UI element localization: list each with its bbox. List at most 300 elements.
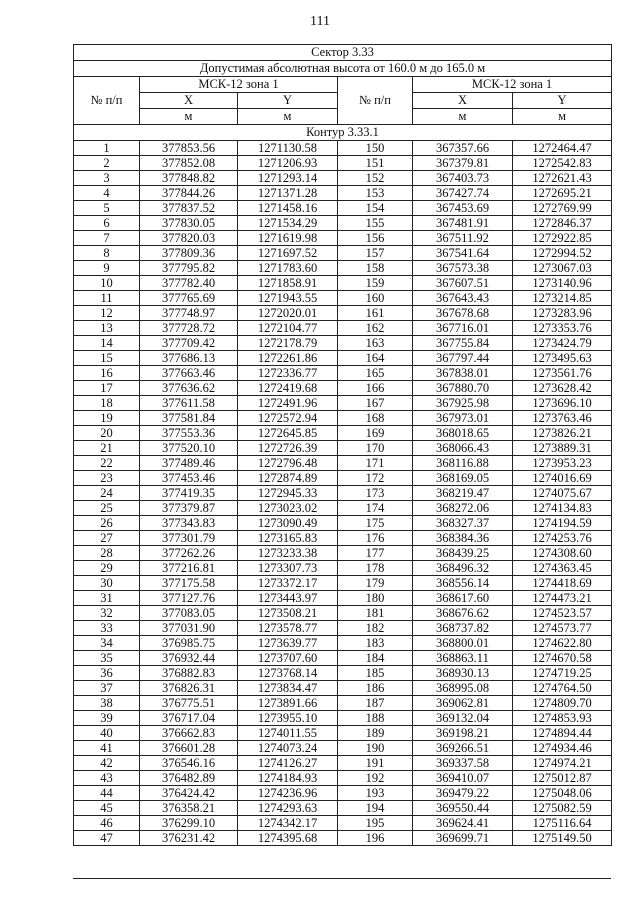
- cell-y-left: 1274395.68: [238, 831, 338, 846]
- cell-x-left: 376826.31: [140, 681, 238, 696]
- cell-y-left: 1274293.63: [238, 801, 338, 816]
- cell-num-right: 155: [338, 216, 413, 231]
- cell-x-left: 377663.46: [140, 366, 238, 381]
- cell-x-right: 368272.06: [413, 501, 513, 516]
- cell-y-right: 1273353.76: [513, 321, 612, 336]
- cell-num-right: 196: [338, 831, 413, 846]
- cell-y-right: 1274473.21: [513, 591, 612, 606]
- cell-y-left: 1272726.39: [238, 441, 338, 456]
- cell-y-right: 1274719.25: [513, 666, 612, 681]
- table-row: [74, 666, 612, 681]
- cell-x-left: 377216.81: [140, 561, 238, 576]
- cell-x-right: 368219.47: [413, 486, 513, 501]
- table-row: [74, 741, 612, 756]
- cell-num-right: 162: [338, 321, 413, 336]
- cell-num-right: 161: [338, 306, 413, 321]
- unit-x-right: м: [413, 109, 513, 125]
- cell-x-right: 367643.43: [413, 291, 513, 306]
- cell-x-right: 369062.81: [413, 696, 513, 711]
- cell-num-left: 27: [74, 531, 140, 546]
- cell-num-left: 35: [74, 651, 140, 666]
- unit-x-left: м: [140, 109, 238, 125]
- table-row: [74, 246, 612, 261]
- cell-x-right: 368018.65: [413, 426, 513, 441]
- cell-num-right: 158: [338, 261, 413, 276]
- cell-num-right: 179: [338, 576, 413, 591]
- table-row: [74, 156, 612, 171]
- cell-x-left: 377489.46: [140, 456, 238, 471]
- cell-x-left: 377830.05: [140, 216, 238, 231]
- cell-y-right: 1274622.80: [513, 636, 612, 651]
- cell-num-right: 187: [338, 696, 413, 711]
- cell-num-left: 12: [74, 306, 140, 321]
- cell-x-left: 377262.26: [140, 546, 238, 561]
- cell-x-right: 368556.14: [413, 576, 513, 591]
- table-row: [74, 546, 612, 561]
- cell-y-left: 1273090.49: [238, 516, 338, 531]
- cell-y-right: 1273953.23: [513, 456, 612, 471]
- cell-x-right: 367838.01: [413, 366, 513, 381]
- height-range-title: Допустимая абсолютная высота от 160.0 м до 165.0 м: [74, 61, 612, 77]
- cell-y-left: 1271858.91: [238, 276, 338, 291]
- cell-x-right: 369479.22: [413, 786, 513, 801]
- cell-x-left: 377453.46: [140, 471, 238, 486]
- cell-x-left: 377343.83: [140, 516, 238, 531]
- cell-x-right: 368995.08: [413, 681, 513, 696]
- table-row: [74, 651, 612, 666]
- cell-x-left: 377853.56: [140, 141, 238, 156]
- cell-y-left: 1274184.93: [238, 771, 338, 786]
- unit-y-left: м: [238, 109, 338, 125]
- cell-y-right: 1274670.58: [513, 651, 612, 666]
- cell-num-right: 160: [338, 291, 413, 306]
- cell-y-left: 1271943.55: [238, 291, 338, 306]
- cell-num-left: 20: [74, 426, 140, 441]
- cell-x-right: 368496.32: [413, 561, 513, 576]
- cell-num-left: 18: [74, 396, 140, 411]
- cell-x-left: 377795.82: [140, 261, 238, 276]
- cell-x-right: 367607.51: [413, 276, 513, 291]
- cell-x-left: 376601.28: [140, 741, 238, 756]
- cell-num-right: 163: [338, 336, 413, 351]
- cell-y-left: 1272104.77: [238, 321, 338, 336]
- coordinate-table-container: [73, 44, 611, 846]
- cell-num-right: 153: [338, 186, 413, 201]
- cell-y-right: 1274853.93: [513, 711, 612, 726]
- page-number: 111: [310, 14, 330, 29]
- cell-y-left: 1272178.79: [238, 336, 338, 351]
- cell-x-left: 376231.42: [140, 831, 238, 846]
- table-row: [74, 606, 612, 621]
- cell-y-right: 1272846.37: [513, 216, 612, 231]
- cell-x-right: 369699.71: [413, 831, 513, 846]
- cell-num-left: 29: [74, 561, 140, 576]
- cell-y-right: 1274418.69: [513, 576, 612, 591]
- cell-y-right: 1272922.85: [513, 231, 612, 246]
- cell-y-right: 1274363.45: [513, 561, 612, 576]
- cell-x-left: 376882.83: [140, 666, 238, 681]
- cell-y-right: 1275012.87: [513, 771, 612, 786]
- cell-num-left: 7: [74, 231, 140, 246]
- cell-x-right: 367481.91: [413, 216, 513, 231]
- cell-x-right: 369624.41: [413, 816, 513, 831]
- cell-x-left: 377127.76: [140, 591, 238, 606]
- cell-x-left: 377031.90: [140, 621, 238, 636]
- cell-x-left: 377636.62: [140, 381, 238, 396]
- cell-num-right: 164: [338, 351, 413, 366]
- cell-num-left: 9: [74, 261, 140, 276]
- bottom-rule: [73, 878, 611, 879]
- cell-x-right: 369266.51: [413, 741, 513, 756]
- cell-num-right: 178: [338, 561, 413, 576]
- cell-x-right: 369337.58: [413, 756, 513, 771]
- table-row: [74, 411, 612, 426]
- cell-x-left: 376932.44: [140, 651, 238, 666]
- cell-y-right: 1272621.43: [513, 171, 612, 186]
- cell-y-right: 1273889.31: [513, 441, 612, 456]
- table-row: [74, 381, 612, 396]
- cell-y-left: 1273372.17: [238, 576, 338, 591]
- table-row: [74, 636, 612, 651]
- cell-y-left: 1273891.66: [238, 696, 338, 711]
- table-row: [74, 186, 612, 201]
- cell-x-right: 367678.68: [413, 306, 513, 321]
- cell-y-left: 1273307.73: [238, 561, 338, 576]
- cell-x-right: 367797.44: [413, 351, 513, 366]
- table-row: [74, 501, 612, 516]
- cell-y-right: 1275116.64: [513, 816, 612, 831]
- cell-x-right: 367573.38: [413, 261, 513, 276]
- cell-x-left: 377520.10: [140, 441, 238, 456]
- cell-x-right: 369198.21: [413, 726, 513, 741]
- cell-num-right: 159: [338, 276, 413, 291]
- cell-x-right: 368327.37: [413, 516, 513, 531]
- cell-num-right: 190: [338, 741, 413, 756]
- cell-num-left: 47: [74, 831, 140, 846]
- table-row: [74, 141, 612, 156]
- cell-y-right: 1274075.67: [513, 486, 612, 501]
- table-row: [74, 321, 612, 336]
- cell-num-left: 11: [74, 291, 140, 306]
- cell-x-right: 368617.60: [413, 591, 513, 606]
- cell-y-left: 1272261.86: [238, 351, 338, 366]
- cell-num-right: 191: [338, 756, 413, 771]
- cell-y-right: 1274764.50: [513, 681, 612, 696]
- cell-x-right: 367716.01: [413, 321, 513, 336]
- cell-y-right: 1272695.21: [513, 186, 612, 201]
- cell-y-right: 1273424.79: [513, 336, 612, 351]
- cell-x-left: 376775.51: [140, 696, 238, 711]
- cell-num-right: 165: [338, 366, 413, 381]
- table-row: [74, 681, 612, 696]
- cell-y-left: 1273443.97: [238, 591, 338, 606]
- num-header-left: № п/п: [74, 77, 140, 125]
- cell-num-right: 168: [338, 411, 413, 426]
- cell-num-right: 195: [338, 816, 413, 831]
- table-row: [74, 576, 612, 591]
- table-row: [74, 396, 612, 411]
- cell-y-left: 1271783.60: [238, 261, 338, 276]
- cell-y-left: 1273578.77: [238, 621, 338, 636]
- cell-num-left: 39: [74, 711, 140, 726]
- cell-y-right: 1274253.76: [513, 531, 612, 546]
- cell-y-right: 1272994.52: [513, 246, 612, 261]
- cell-y-right: 1273495.63: [513, 351, 612, 366]
- cell-y-left: 1271534.29: [238, 216, 338, 231]
- cell-y-left: 1271206.93: [238, 156, 338, 171]
- cell-y-right: 1274894.44: [513, 726, 612, 741]
- cell-num-left: 37: [74, 681, 140, 696]
- cell-x-left: 377709.42: [140, 336, 238, 351]
- cell-x-left: 376358.21: [140, 801, 238, 816]
- cell-y-left: 1272945.33: [238, 486, 338, 501]
- cell-x-left: 377765.69: [140, 291, 238, 306]
- y-header-right: Y: [513, 93, 612, 109]
- cell-x-right: 368676.62: [413, 606, 513, 621]
- cell-y-right: 1274308.60: [513, 546, 612, 561]
- cell-y-left: 1274342.17: [238, 816, 338, 831]
- x-header-left: X: [140, 93, 238, 109]
- cell-x-left: 377748.97: [140, 306, 238, 321]
- cell-num-left: 10: [74, 276, 140, 291]
- table-row: [74, 786, 612, 801]
- cell-num-left: 36: [74, 666, 140, 681]
- cell-y-left: 1271293.14: [238, 171, 338, 186]
- cell-num-left: 30: [74, 576, 140, 591]
- cell-num-right: 174: [338, 501, 413, 516]
- cell-x-right: 367511.92: [413, 231, 513, 246]
- cell-x-left: 377809.36: [140, 246, 238, 261]
- cell-y-right: 1274573.77: [513, 621, 612, 636]
- cell-num-left: 42: [74, 756, 140, 771]
- table-row: [74, 456, 612, 471]
- cell-num-left: 34: [74, 636, 140, 651]
- cell-y-right: 1275082.59: [513, 801, 612, 816]
- cell-num-left: 22: [74, 456, 140, 471]
- table-row: [74, 171, 612, 186]
- cell-num-right: 167: [338, 396, 413, 411]
- cell-y-right: 1273214.85: [513, 291, 612, 306]
- cell-y-right: 1273628.42: [513, 381, 612, 396]
- cell-y-right: 1273696.10: [513, 396, 612, 411]
- cell-y-left: 1271371.28: [238, 186, 338, 201]
- table-row: [74, 366, 612, 381]
- table-row: [74, 306, 612, 321]
- cell-x-left: 377379.87: [140, 501, 238, 516]
- cell-y-left: 1272645.85: [238, 426, 338, 441]
- cell-num-right: 151: [338, 156, 413, 171]
- cell-x-left: 377301.79: [140, 531, 238, 546]
- cell-num-left: 41: [74, 741, 140, 756]
- cell-num-right: 171: [338, 456, 413, 471]
- cell-x-right: 367973.01: [413, 411, 513, 426]
- cell-y-left: 1271697.52: [238, 246, 338, 261]
- zone-header-right: МСК-12 зона 1: [413, 77, 612, 93]
- cell-y-left: 1274011.55: [238, 726, 338, 741]
- table-row: [74, 336, 612, 351]
- cell-y-left: 1273023.02: [238, 501, 338, 516]
- cell-y-left: 1273707.60: [238, 651, 338, 666]
- table-row: [74, 831, 612, 846]
- cell-x-left: 376985.75: [140, 636, 238, 651]
- cell-y-left: 1273233.38: [238, 546, 338, 561]
- cell-y-left: 1273508.21: [238, 606, 338, 621]
- cell-x-left: 377782.40: [140, 276, 238, 291]
- cell-x-left: 376717.04: [140, 711, 238, 726]
- cell-num-right: 152: [338, 171, 413, 186]
- cell-num-left: 23: [74, 471, 140, 486]
- cell-y-left: 1272020.01: [238, 306, 338, 321]
- cell-y-left: 1274126.27: [238, 756, 338, 771]
- cell-y-right: 1273283.96: [513, 306, 612, 321]
- cell-y-right: 1274523.57: [513, 606, 612, 621]
- cell-y-right: 1274934.46: [513, 741, 612, 756]
- cell-y-left: 1271130.58: [238, 141, 338, 156]
- cell-x-left: 377553.36: [140, 426, 238, 441]
- cell-num-left: 4: [74, 186, 140, 201]
- cell-x-right: 367925.98: [413, 396, 513, 411]
- cell-num-right: 173: [338, 486, 413, 501]
- cell-num-left: 26: [74, 516, 140, 531]
- table-row: [74, 291, 612, 306]
- table-row: [74, 276, 612, 291]
- cell-x-left: 376424.42: [140, 786, 238, 801]
- zone-header-left: МСК-12 зона 1: [140, 77, 338, 93]
- cell-x-right: 369550.44: [413, 801, 513, 816]
- cell-x-right: 368737.82: [413, 621, 513, 636]
- cell-y-right: 1274809.70: [513, 696, 612, 711]
- cell-y-right: 1275149.50: [513, 831, 612, 846]
- cell-x-right: 367403.73: [413, 171, 513, 186]
- cell-x-left: 377820.03: [140, 231, 238, 246]
- cell-num-right: 183: [338, 636, 413, 651]
- cell-num-left: 32: [74, 606, 140, 621]
- cell-x-left: 376482.89: [140, 771, 238, 786]
- cell-num-left: 21: [74, 441, 140, 456]
- num-header-right: № п/п: [338, 77, 413, 125]
- cell-y-right: 1273067.03: [513, 261, 612, 276]
- sector-title: Сектор 3.33: [74, 45, 612, 61]
- cell-num-right: 186: [338, 681, 413, 696]
- cell-num-right: 194: [338, 801, 413, 816]
- cell-num-right: 184: [338, 651, 413, 666]
- table-row: [74, 696, 612, 711]
- cell-x-left: 376662.83: [140, 726, 238, 741]
- cell-x-left: 377844.26: [140, 186, 238, 201]
- cell-y-right: 1274974.21: [513, 756, 612, 771]
- cell-x-left: 377581.84: [140, 411, 238, 426]
- cell-num-left: 16: [74, 366, 140, 381]
- cell-num-left: 28: [74, 546, 140, 561]
- cell-x-right: 367453.69: [413, 201, 513, 216]
- table-row: [74, 801, 612, 816]
- cell-y-left: 1272796.48: [238, 456, 338, 471]
- table-row: [74, 756, 612, 771]
- cell-x-left: 376299.10: [140, 816, 238, 831]
- cell-num-left: 43: [74, 771, 140, 786]
- cell-x-right: 368800.01: [413, 636, 513, 651]
- cell-x-left: 377852.08: [140, 156, 238, 171]
- contour-title: Контур 3.33.1: [74, 125, 612, 141]
- cell-num-right: 188: [338, 711, 413, 726]
- cell-x-right: 367427.74: [413, 186, 513, 201]
- cell-num-right: 181: [338, 606, 413, 621]
- coordinate-table: [73, 44, 612, 846]
- cell-num-right: 193: [338, 786, 413, 801]
- cell-num-left: 31: [74, 591, 140, 606]
- cell-y-right: 1273561.76: [513, 366, 612, 381]
- table-row: [74, 516, 612, 531]
- cell-num-left: 2: [74, 156, 140, 171]
- cell-num-left: 46: [74, 816, 140, 831]
- cell-num-left: 8: [74, 246, 140, 261]
- cell-y-right: 1274194.59: [513, 516, 612, 531]
- cell-num-right: 180: [338, 591, 413, 606]
- cell-num-left: 45: [74, 801, 140, 816]
- table-row: [74, 816, 612, 831]
- table-row: [74, 201, 612, 216]
- table-row: [74, 216, 612, 231]
- cell-num-left: 17: [74, 381, 140, 396]
- cell-x-right: 368930.13: [413, 666, 513, 681]
- cell-num-left: 19: [74, 411, 140, 426]
- table-row: [74, 426, 612, 441]
- cell-y-left: 1273955.10: [238, 711, 338, 726]
- table-row: [74, 471, 612, 486]
- cell-num-left: 13: [74, 321, 140, 336]
- cell-y-left: 1272419.68: [238, 381, 338, 396]
- cell-num-left: 24: [74, 486, 140, 501]
- cell-num-left: 25: [74, 501, 140, 516]
- table-row: [74, 261, 612, 276]
- cell-x-right: 367541.64: [413, 246, 513, 261]
- cell-y-left: 1274236.96: [238, 786, 338, 801]
- cell-num-left: 14: [74, 336, 140, 351]
- x-header-right: X: [413, 93, 513, 109]
- cell-num-right: 189: [338, 726, 413, 741]
- cell-x-right: 367880.70: [413, 381, 513, 396]
- cell-x-left: 377837.52: [140, 201, 238, 216]
- cell-x-right: 367357.66: [413, 141, 513, 156]
- cell-x-left: 377175.58: [140, 576, 238, 591]
- cell-y-left: 1272491.96: [238, 396, 338, 411]
- cell-y-left: 1273768.14: [238, 666, 338, 681]
- table-row: [74, 561, 612, 576]
- cell-y-left: 1271458.16: [238, 201, 338, 216]
- unit-y-right: м: [513, 109, 612, 125]
- cell-num-right: 176: [338, 531, 413, 546]
- cell-num-left: 15: [74, 351, 140, 366]
- cell-y-left: 1274073.24: [238, 741, 338, 756]
- cell-y-right: 1272769.99: [513, 201, 612, 216]
- cell-num-right: 157: [338, 246, 413, 261]
- cell-y-right: 1274134.83: [513, 501, 612, 516]
- cell-x-right: 368439.25: [413, 546, 513, 561]
- cell-y-right: 1275048.06: [513, 786, 612, 801]
- cell-num-right: 175: [338, 516, 413, 531]
- cell-num-left: 3: [74, 171, 140, 186]
- cell-y-left: 1273165.83: [238, 531, 338, 546]
- cell-num-right: 192: [338, 771, 413, 786]
- cell-y-left: 1272336.77: [238, 366, 338, 381]
- cell-y-left: 1272572.94: [238, 411, 338, 426]
- cell-y-right: 1272542.83: [513, 156, 612, 171]
- table-row: [74, 486, 612, 501]
- cell-num-left: 44: [74, 786, 140, 801]
- cell-num-left: 5: [74, 201, 140, 216]
- cell-num-right: 166: [338, 381, 413, 396]
- cell-y-right: 1273140.96: [513, 276, 612, 291]
